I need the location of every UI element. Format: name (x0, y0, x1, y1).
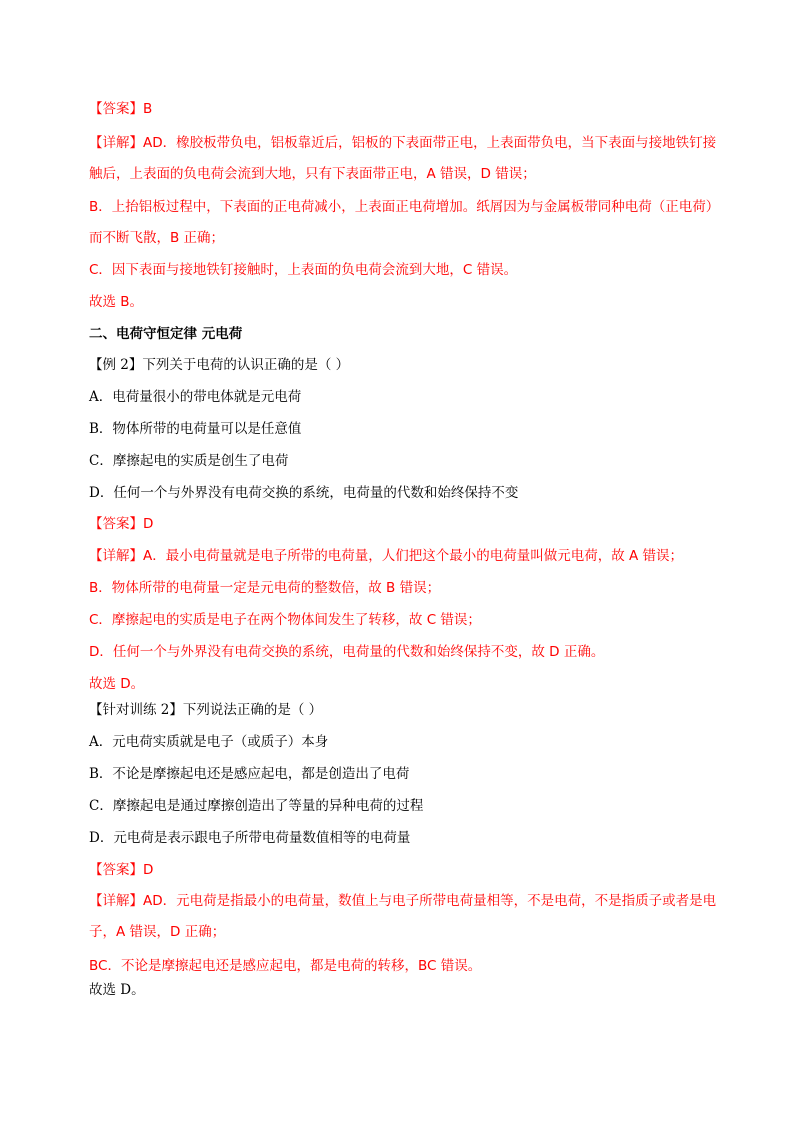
option-a: A．元电荷实质就是电子（或质子）本身 (89, 734, 329, 750)
option-b: B．不论是摩擦起电还是感应起电，都是创造出了电荷 (89, 766, 410, 782)
answer-label: 【答案】B (89, 101, 153, 117)
explanation-paragraph: 【详解】AD．橡胶板带负电，铝板靠近后，铝板的下表面带正电，上表面带负电，当下表面与接地铁钉接触后，上表面的负电荷会流到大地，只有下表面带正电，A 错误，D 错误； (89, 135, 717, 182)
explanation-paragraph: BC．不论是摩擦起电还是感应起电，都是电荷的转移，BC 错误。 (89, 958, 482, 974)
section-heading: 二、电荷守恒定律 元电荷 (89, 326, 243, 342)
answer-label: 【答案】D (89, 862, 154, 878)
conclusion-text: 故选 D。 (89, 676, 145, 692)
option-d: D．元电荷是表示跟电子所带电荷量数值相等的电荷量 (89, 830, 411, 846)
conclusion-text: 故选 B。 (89, 294, 144, 310)
option-d: D．任何一个与外界没有电荷交换的系统，电荷量的代数和始终保持不变 (89, 485, 519, 501)
explanation-paragraph: D．任何一个与外界没有电荷交换的系统，电荷量的代数和始终保持不变，故 D 正确。 (89, 644, 605, 660)
explanation-paragraph: B．上抬铝板过程中，下表面的正电荷减小，上表面正电荷增加。纸屑因为与金属板带同种电荷（正电荷）而不断飞散，B 正确； (89, 199, 720, 246)
option-b: B．物体所带的电荷量可以是任意值 (89, 421, 302, 437)
option-c: C．摩擦起电的实质是创生了电荷 (89, 453, 289, 469)
explanation-paragraph: C．摩擦起电的实质是电子在两个物体间发生了转移，故 C 错误； (89, 612, 481, 628)
explanation-paragraph: 【详解】A．最小电荷量就是电子所带的电荷量，人们把这个最小的电荷量叫做元电荷，故 A 错误； (89, 548, 684, 564)
explanation-paragraph: C．因下表面与接地铁钉接触时，上表面的负电荷会流到大地，C 错误。 (89, 262, 518, 278)
option-a: A．电荷量很小的带电体就是元电荷 (89, 389, 302, 405)
explanation-paragraph: B．物体所带的电荷量一定是元电荷的整数倍，故 B 错误； (89, 580, 441, 596)
question-stem: 【例 2】下列关于电荷的认识正确的是（ ） (89, 357, 350, 373)
explanation-paragraph: 【详解】AD．元电荷是指最小的电荷量，数值上与电子所带电荷量相等，不是电荷，不是指质子或者是电子，A 错误，D 正确； (89, 893, 717, 940)
question-stem: 【针对训练 2】下列说法正确的是（ ） (89, 702, 323, 718)
answer-label: 【答案】D (89, 516, 154, 532)
option-c: C．摩擦起电是通过摩擦创造出了等量的异种电荷的过程 (89, 798, 424, 814)
conclusion-text: 故选 D。 (89, 982, 145, 998)
